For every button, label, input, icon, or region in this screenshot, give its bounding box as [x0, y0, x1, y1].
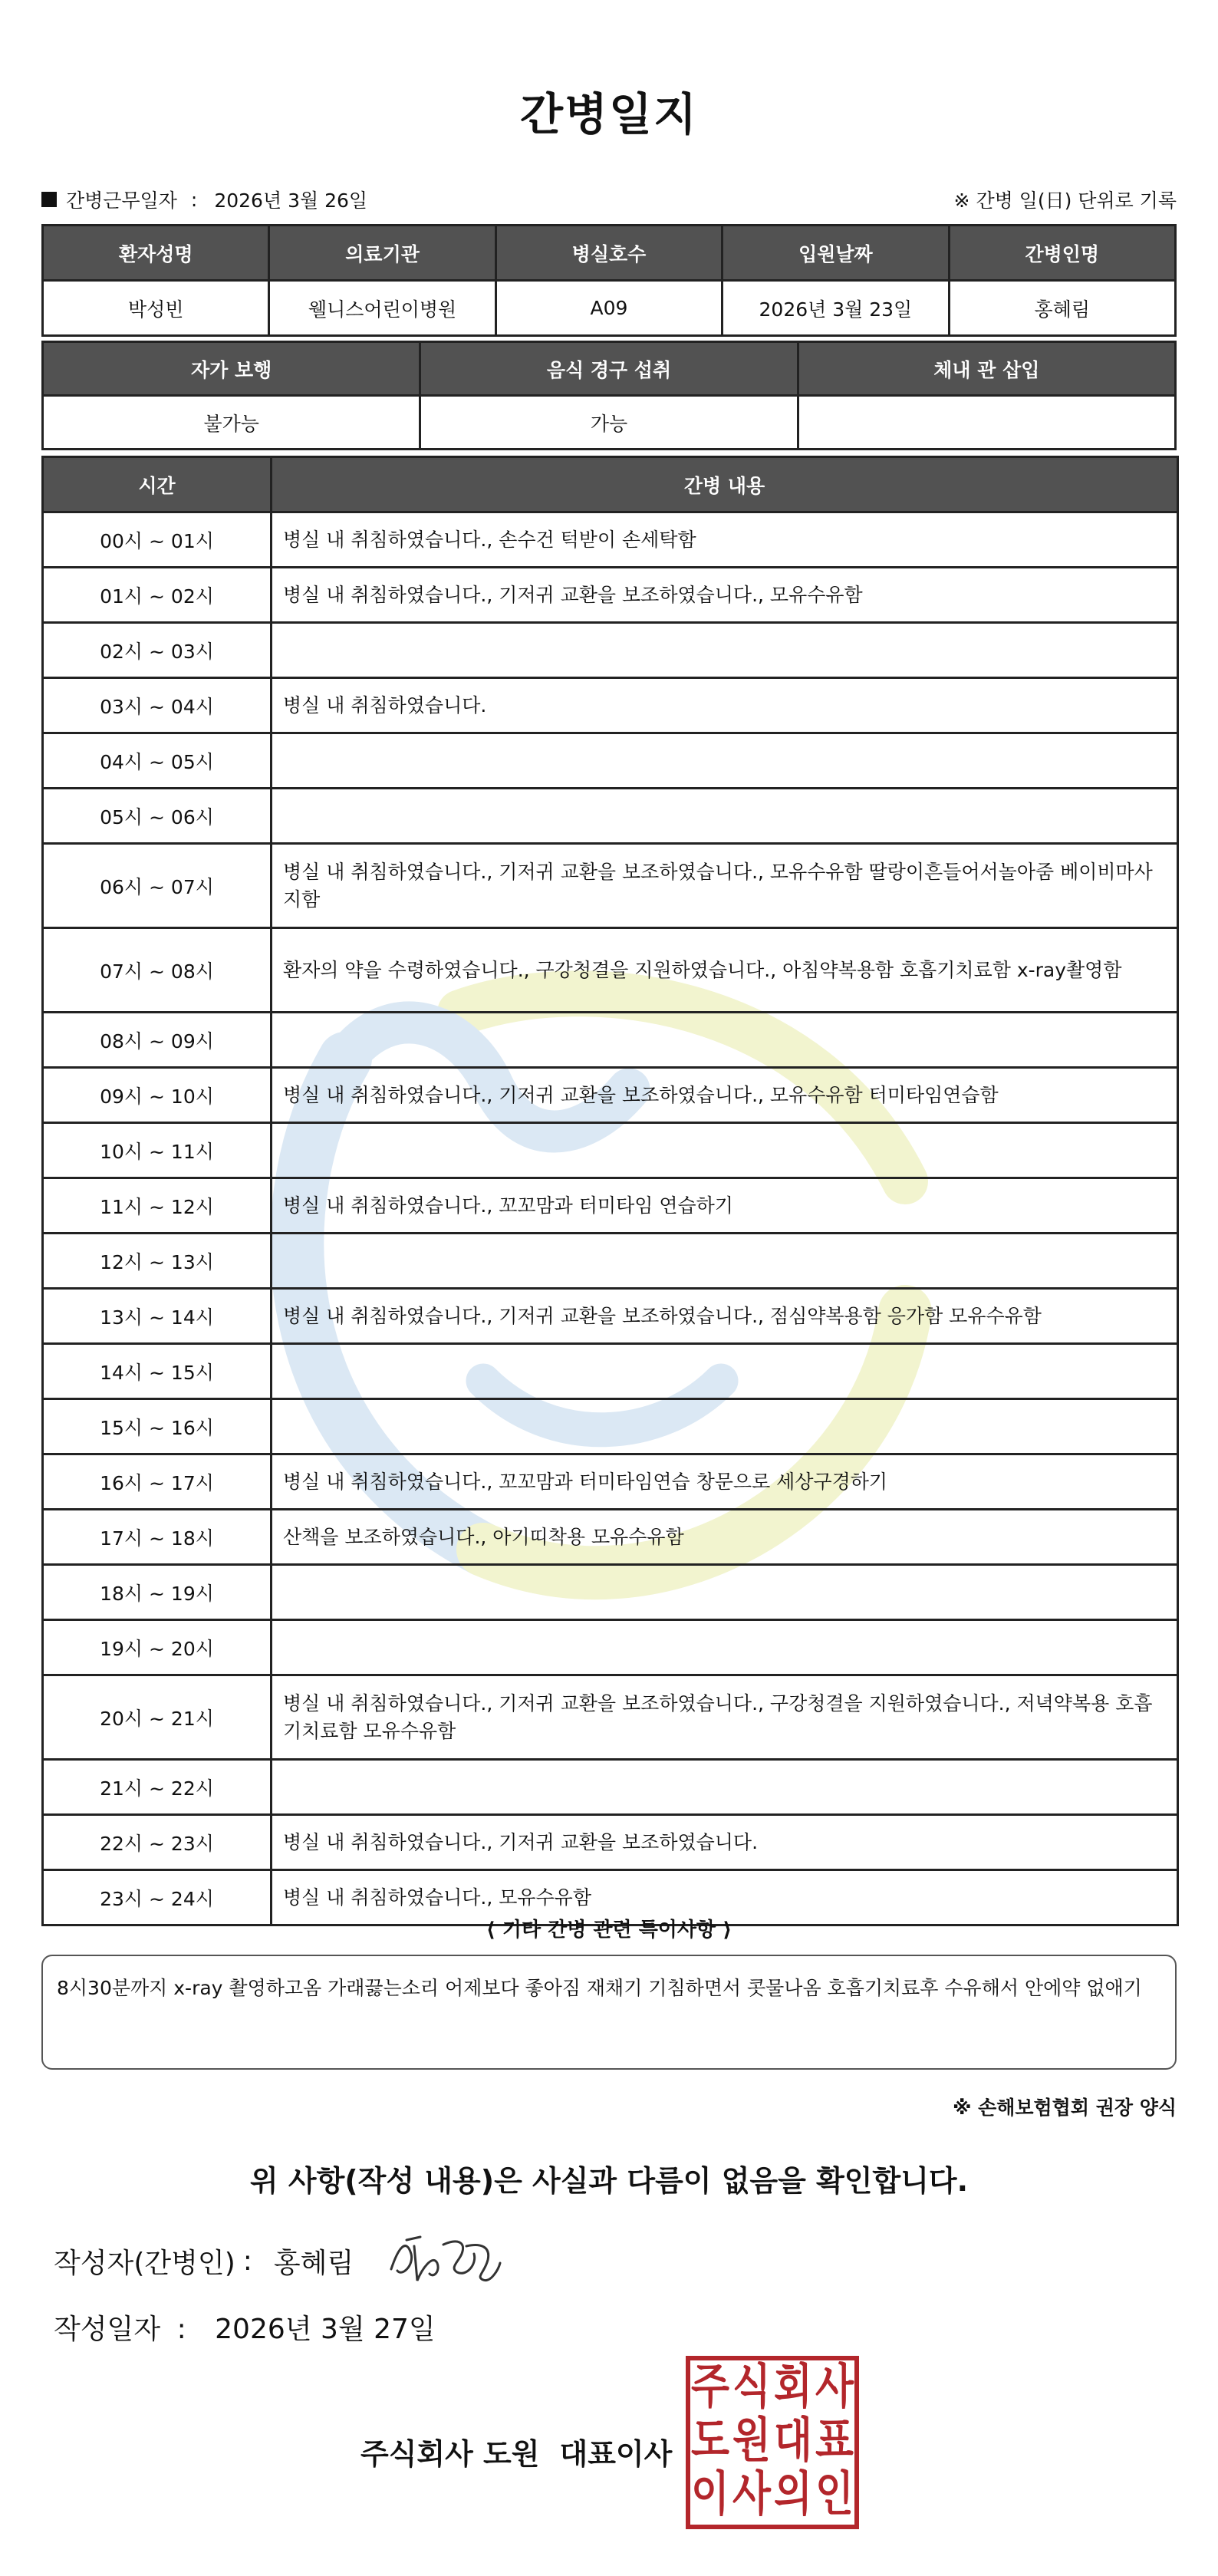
work-date-label: 간병근무일자	[66, 189, 177, 212]
writer-separator: :	[242, 2245, 252, 2277]
written-date-line	[54, 2308, 436, 2347]
walking-value: 불가능	[43, 396, 420, 450]
log-time: 14시 ~ 15시	[43, 1344, 272, 1399]
seal-char: 사	[815, 2358, 854, 2414]
log-content	[272, 733, 1178, 789]
log-time: 02시 ~ 03시	[43, 623, 272, 678]
log-row	[43, 844, 1178, 928]
recommend-note: ※ 손해보험협회 권장 양식	[953, 2097, 1177, 2119]
oral-intake-value: 가능	[420, 396, 798, 450]
log-header-row	[43, 457, 1178, 512]
patient-status-table	[41, 341, 1177, 450]
seal-char: 표	[815, 2412, 854, 2468]
patient-name-value: 박성빈	[43, 281, 269, 336]
log-content	[272, 1399, 1178, 1454]
header-patient-name: 환자성명	[43, 226, 269, 281]
log-content: 병실 내 취침하였습니다.	[272, 678, 1178, 733]
header-walking: 자가 보행	[43, 342, 420, 396]
log-row	[43, 1760, 1178, 1815]
header-hospital: 의료기관	[269, 226, 495, 281]
log-time: 21시 ~ 22시	[43, 1760, 272, 1815]
status-header-row	[43, 342, 1176, 396]
log-row	[43, 1344, 1178, 1399]
written-date-value: 2026년 3월 27일	[215, 2314, 436, 2345]
seal-char: 사	[732, 2466, 772, 2522]
document-title: 간병일지	[519, 88, 699, 140]
log-content	[272, 1620, 1178, 1675]
log-content	[272, 1013, 1178, 1068]
work-date-line	[41, 186, 367, 213]
log-time: 07시 ~ 08시	[43, 928, 272, 1013]
log-content: 병실 내 취침하였습니다., 기저귀 교환을 보조하였습니다., 점심약복용함 응가함 모유수유함	[272, 1289, 1178, 1344]
written-date-label: 작성일자	[54, 2314, 161, 2345]
header-oral-intake: 음식 경구 섭취	[420, 342, 798, 396]
header-caregiver: 간병인명	[949, 226, 1175, 281]
status-value-row	[43, 396, 1176, 450]
patient-header-row	[43, 226, 1176, 281]
writer-line	[54, 2242, 354, 2281]
log-time: 08시 ~ 09시	[43, 1013, 272, 1068]
log-row	[43, 789, 1178, 844]
company-seal-stamp	[685, 2355, 860, 2530]
care-log-table	[41, 456, 1179, 1926]
log-content	[272, 1760, 1178, 1815]
log-row	[43, 928, 1178, 1013]
log-content	[272, 623, 1178, 678]
log-content: 병실 내 취침하였습니다., 기저귀 교환을 보조하였습니다.	[272, 1815, 1178, 1870]
log-row	[43, 1620, 1178, 1675]
seal-char: 인	[815, 2466, 854, 2522]
log-time: 06시 ~ 07시	[43, 844, 272, 928]
written-date-separator: :	[176, 2314, 186, 2345]
log-time: 17시 ~ 18시	[43, 1510, 272, 1565]
patient-info-table	[41, 224, 1177, 337]
header-care-content: 간병 내용	[272, 457, 1178, 512]
log-time: 04시 ~ 05시	[43, 733, 272, 789]
log-time: 00시 ~ 01시	[43, 512, 272, 568]
log-content	[272, 1234, 1178, 1289]
log-row	[43, 678, 1178, 733]
square-bullet-icon	[41, 192, 57, 207]
log-content: 병실 내 취침하였습니다., 기저귀 교환을 보조하였습니다., 모유수유함 터미타임연습함	[272, 1068, 1178, 1123]
unit-note: ※ 간병 일(日) 단위로 기록	[953, 189, 1177, 212]
seal-char: 의	[774, 2466, 812, 2522]
log-row	[43, 1013, 1178, 1068]
seal-char: 이	[691, 2466, 729, 2522]
company-name: 주식회사 도원	[360, 2437, 540, 2471]
log-content: 산책을 보조하였습니다., 아기띠착용 모유수유함	[272, 1510, 1178, 1565]
company-role: 대표이사	[559, 2437, 673, 2471]
log-row	[43, 1123, 1178, 1178]
log-row	[43, 1454, 1178, 1510]
writer-label: 작성자(간병인)	[54, 2248, 235, 2279]
log-row	[43, 733, 1178, 789]
seal-char: 도	[691, 2412, 730, 2468]
log-time: 23시 ~ 24시	[43, 1870, 272, 1925]
log-row	[43, 1289, 1178, 1344]
log-row	[43, 1815, 1178, 1870]
log-row	[43, 1068, 1178, 1123]
log-content	[272, 1344, 1178, 1399]
log-row	[43, 623, 1178, 678]
log-content: 병실 내 취침하였습니다., 기저귀 교환을 보조하였습니다., 모유수유함	[272, 568, 1178, 623]
log-time: 19시 ~ 20시	[43, 1620, 272, 1675]
patient-value-row	[43, 281, 1176, 336]
log-row	[43, 1399, 1178, 1454]
log-content: 병실 내 취침하였습니다., 꼬꼬맘과 터미타임 연습하기	[272, 1178, 1178, 1234]
log-time: 11시 ~ 12시	[43, 1178, 272, 1234]
log-content: 병실 내 취침하였습니다., 손수건 턱받이 손세탁함	[272, 512, 1178, 568]
notes-box	[41, 1955, 1177, 2070]
log-time: 13시 ~ 14시	[43, 1289, 272, 1344]
seal-char: 식	[732, 2358, 771, 2414]
writer-name: 홍혜림	[273, 2248, 354, 2279]
log-row	[43, 1234, 1178, 1289]
log-time: 18시 ~ 19시	[43, 1565, 272, 1620]
admit-date-value: 2026년 3월 23일	[723, 281, 949, 336]
seal-char: 원	[732, 2412, 771, 2468]
log-time: 09시 ~ 10시	[43, 1068, 272, 1123]
log-row	[43, 1510, 1178, 1565]
log-content	[272, 789, 1178, 844]
log-row	[43, 1565, 1178, 1620]
handwritten-signature	[384, 2223, 506, 2292]
notes-text: 8시30분까지 x-ray 촬영하고옴 가래끓는소리 어제보다 좋아짐 재채기 기침하면서 콧물나옴 호흡기치료후 수유해서 안에약 없애기	[57, 1977, 1142, 1999]
header-admit-date: 입원날짜	[723, 226, 949, 281]
seal-char: 대	[774, 2412, 812, 2468]
confirm-statement: 위 사항(작성 내용)은 사실과 다름이 없음을 확인합니다.	[249, 2164, 969, 2198]
log-row	[43, 568, 1178, 623]
log-content	[272, 1565, 1178, 1620]
log-time: 10시 ~ 11시	[43, 1123, 272, 1178]
log-time: 15시 ~ 16시	[43, 1399, 272, 1454]
tube-value	[798, 396, 1175, 450]
room-value: A09	[495, 281, 722, 336]
log-content: 병실 내 취침하였습니다., 모유수유함	[272, 1870, 1178, 1925]
work-date-separator: :	[190, 188, 198, 211]
seal-char: 주	[691, 2358, 730, 2414]
log-content: 병실 내 취침하였습니다., 기저귀 교환을 보조하였습니다., 모유수유함 딸랑이흔들어서놀아줌 베이비마사지함	[272, 844, 1178, 928]
header-tube: 체내 관 삽입	[798, 342, 1175, 396]
notes-title: ⟨ 기타 간병 관련 특이사항 ⟩	[486, 1919, 732, 1942]
header-time: 시간	[43, 457, 272, 512]
log-row	[43, 1675, 1178, 1760]
seal-char: 회	[774, 2358, 812, 2414]
log-content: 병실 내 취침하였습니다., 기저귀 교환을 보조하였습니다., 구강청결을 지원하였습니다., 저녁약복용 호흡기치료함 모유수유함	[272, 1675, 1178, 1760]
log-time: 05시 ~ 06시	[43, 789, 272, 844]
log-time: 12시 ~ 13시	[43, 1234, 272, 1289]
log-time: 20시 ~ 21시	[43, 1675, 272, 1760]
log-row	[43, 1178, 1178, 1234]
log-content: 병실 내 취침하였습니다., 꼬꼬맘과 터미타임연습 창문으로 세상구경하기	[272, 1454, 1178, 1510]
log-time: 16시 ~ 17시	[43, 1454, 272, 1510]
log-row	[43, 512, 1178, 568]
caregiver-value: 홍혜림	[949, 281, 1175, 336]
log-time: 01시 ~ 02시	[43, 568, 272, 623]
header-room: 병실호수	[495, 226, 722, 281]
work-date-value: 2026년 3월 26일	[214, 189, 368, 212]
log-time: 03시 ~ 04시	[43, 678, 272, 733]
log-content: 환자의 약을 수령하였습니다., 구강청결을 지원하였습니다., 아침약복용함 호흡기치료함 x-ray촬영함	[272, 928, 1178, 1013]
log-content	[272, 1123, 1178, 1178]
hospital-value: 웰니스어린이병원	[269, 281, 495, 336]
company-line	[360, 2430, 672, 2472]
log-time: 22시 ~ 23시	[43, 1815, 272, 1870]
